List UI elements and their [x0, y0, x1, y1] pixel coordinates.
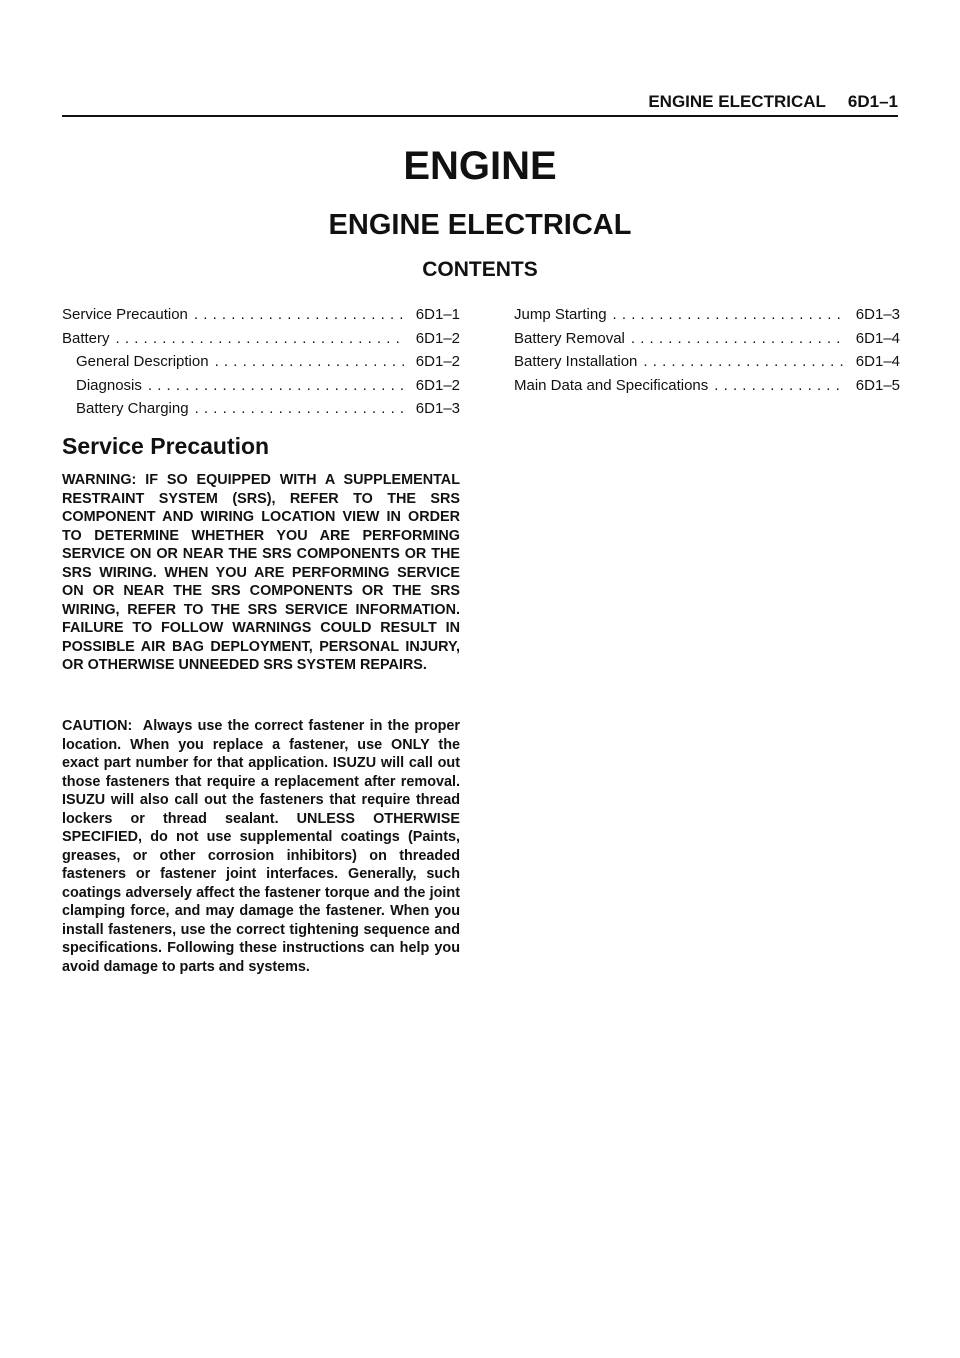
toc-entry-label: Battery: [62, 329, 110, 347]
toc-leader: [631, 328, 844, 350]
caution-paragraph: [62, 717, 460, 976]
toc-entry[interactable]: [514, 375, 900, 399]
toc-entry-label: Jump Starting: [514, 306, 607, 323]
toc-leader: [714, 375, 844, 397]
warning-text: IF SO EQUIPPED WITH A SUPPLEMENTAL RESTRAINT SYSTEM (SRS), REFER TO THE SRS COMPONENT AND WIRING LOCATION VIEW IN ORDER TO DETERMINE WHETHER YOU ARE PERFORMING SERVICE ON OR NEAR THE SRS COMPONENTS OR THE SRS WIRING. WHEN YOU ARE PERFORMING SERVICE ON OR NEAR THE SRS COMPONENTS OR THE SRS WIRING, REFER TO THE SRS SERVICE INFORMATION. FAILURE TO FOLLOW WARNINGS COULD RESULT IN POSSIBLE AIR BAG DEPLOYMENT, PERSONAL INJURY, OR OTHERWISE UNNEEDED SRS SYSTEM REPAIRS.: [62, 472, 460, 673]
caution-label: CAUTION:: [62, 718, 133, 734]
toc-entry-page: 6D1–2: [415, 353, 460, 370]
service-precaution-heading: Service Precaution: [62, 433, 270, 459]
toc-entry-page: 6D1–2: [415, 376, 460, 394]
toc-left-column: [62, 304, 460, 422]
toc-leader: [148, 375, 404, 397]
toc-leader: [643, 351, 844, 373]
toc-entry[interactable]: [62, 375, 460, 399]
toc-entry[interactable]: [514, 351, 900, 375]
header-page-number: 6D1–1: [847, 92, 898, 111]
toc-entry-page: 6D1–3: [415, 400, 460, 417]
toc-entry-label: Battery Charging: [76, 400, 189, 417]
toc-entry[interactable]: [62, 398, 460, 422]
toc-entry-label: Service Precaution: [62, 306, 188, 323]
toc-entry-label: Diagnosis: [76, 376, 142, 394]
toc-entry-page: 6D1–2: [415, 329, 460, 347]
toc-leader: [613, 304, 844, 326]
toc-entry-page: 6D1–1: [415, 306, 460, 323]
toc-right-column: [514, 304, 900, 398]
warning-label: WARNING:: [62, 472, 137, 488]
running-header: [62, 91, 898, 117]
page-title: ENGINE: [403, 144, 557, 188]
toc-entry-label: Battery Installation: [514, 353, 638, 370]
toc-entry-page: 6D1–3: [855, 306, 900, 323]
contents-heading: CONTENTS: [422, 258, 538, 281]
toc-leader: [195, 398, 404, 420]
caution-text: Always use the correct fastener in the proper location. When you replace a fastener, use ONLY the exact part number for that application. ISUZU will call out those fasteners that require a replacement after removal. ISUZU will also call out the fasteners that require thread lockers or thread sealant. UNLESS OTHERWISE SPECIFIED, do not use supplemental coatings (Paints, greases, or other corrosion inhibitors) on threaded fasteners or fastener joint interfaces. Generally, such coatings adversely affect the fastener torque and the joint clamping force, and may damage the fastener. When you install fasteners, use the correct tightening sequence and specifications. Following these instructions can help you avoid damage to parts and systems.: [62, 718, 460, 975]
toc-entry-page: 6D1–4: [855, 353, 900, 370]
toc-entry-page: 6D1–5: [855, 376, 900, 394]
page-subtitle: ENGINE ELECTRICAL: [328, 209, 632, 241]
toc-entry-label: General Description: [76, 353, 209, 370]
toc-entry[interactable]: [62, 328, 460, 352]
toc-entry-page: 6D1–4: [855, 329, 900, 347]
toc-entry-label: Main Data and Specifications: [514, 376, 709, 394]
toc-entry-label: Battery Removal: [514, 329, 625, 347]
header-section-title: ENGINE ELECTRICAL: [648, 92, 826, 111]
toc-entry[interactable]: [514, 328, 900, 352]
toc-entry[interactable]: [514, 304, 900, 328]
toc-entry[interactable]: [62, 304, 460, 328]
toc-leader: [215, 351, 404, 373]
warning-paragraph: [62, 471, 460, 675]
toc-leader: [116, 328, 404, 350]
toc-entry[interactable]: [62, 351, 460, 375]
toc-leader: [194, 304, 404, 326]
